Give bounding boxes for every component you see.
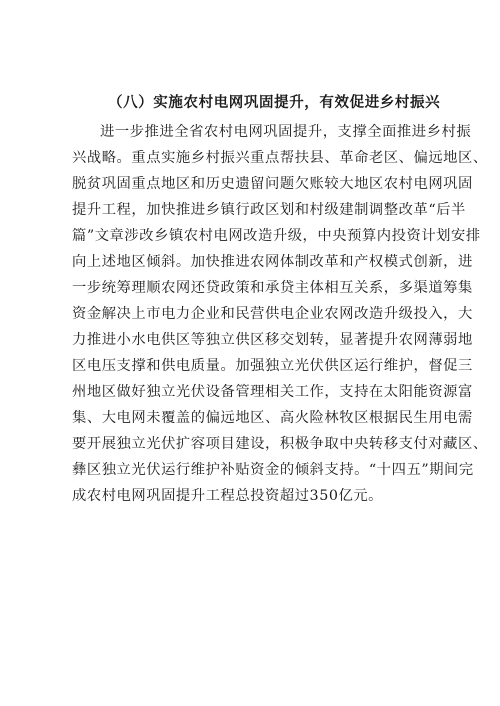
paragraph-line: 进一步推进全省农村电网巩固提升，支撑全面推进乡村振 (100, 124, 472, 140)
paragraph-line: 成农村电网巩固提升工程总投资超过350亿元。 (72, 488, 384, 504)
paragraph-line: 力推进小水电供区等独立供区移交划转，显著提升农网薄弱地 (72, 332, 473, 348)
paragraph-line: 要开展独立光伏扩容项目建设，积极争取中央转移支付对藏区、 (72, 436, 488, 452)
paragraph-line: 脱贫巩固重点地区和历史遗留问题欠账较大地区农村电网巩固 (72, 176, 473, 192)
paragraph-line: 集、大电网未覆盖的偏远地区、高火险林牧区根据民生用电需 (72, 410, 473, 426)
paragraph-line: 篇”文章涉改乡镇农村电网改造升级，中央预算内投资计划安排 (72, 228, 481, 244)
paragraph-line: 一步统筹理顺农网还贷政策和承贷主体相互关系，多渠道筹集 (72, 280, 473, 296)
paragraph-line: 提升工程，加快推进乡镇行政区划和村级建制调整改革“后半 (72, 202, 466, 218)
paragraph-line: 资金解决上市电力企业和民营供电企业农网改造升级投入，大 (72, 306, 473, 322)
paragraph-line: 州地区做好独立光伏设备管理相关工作，支持在太阳能资源富 (72, 384, 473, 400)
section-8-heading: （八）实施农村电网巩固提升，有效促进乡村振兴 (108, 94, 441, 111)
paragraph-line: 向上述地区倾斜。加快推进农网体制改革和产权模式创新，进 (72, 254, 473, 270)
paragraph-line: 兴战略。重点实施乡村振兴重点帮扶县、革命老区、偏远地区、 (72, 150, 488, 166)
paragraph-line: 区电压支撑和供电质量。加强独立光伏供区运行维护，督促三 (72, 358, 473, 374)
paragraph-line: 彝区独立光伏运行维护补贴资金的倾斜支持。“十四五”期间完 (72, 462, 474, 478)
